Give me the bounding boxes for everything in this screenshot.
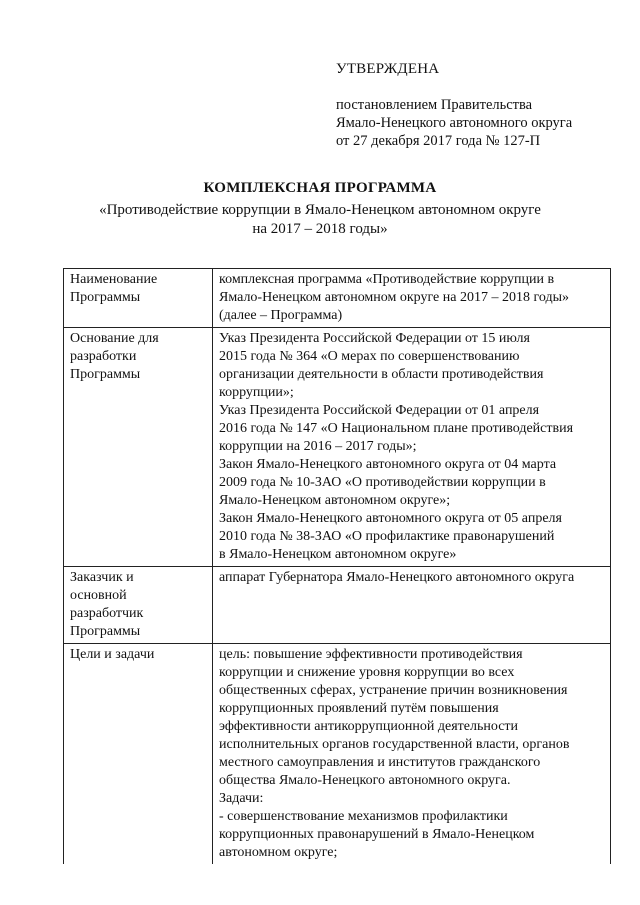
row-value bbox=[213, 269, 611, 328]
label-line: Основание для bbox=[70, 331, 159, 346]
row-label bbox=[64, 328, 213, 567]
label-line: Заказчик и bbox=[70, 570, 134, 585]
row-label bbox=[64, 269, 213, 328]
value-line: коррупции и снижение уровня коррупции во всех bbox=[219, 665, 515, 680]
value-line: комплексная программа «Противодействие коррупции в bbox=[219, 272, 555, 287]
label-line: разработчик bbox=[70, 606, 144, 621]
label-line: Наименование bbox=[70, 272, 158, 287]
row-value bbox=[213, 644, 611, 865]
value-line: 2010 года № 38-ЗАО «О профилактике правонарушений bbox=[219, 529, 555, 544]
value-line: 2009 года № 10-ЗАО «О противодействии коррупции в bbox=[219, 475, 546, 490]
value-line: коррупции на 2016 – 2017 годы»; bbox=[219, 439, 417, 454]
approval-block bbox=[336, 60, 626, 150]
table-row-basis bbox=[64, 328, 611, 567]
table-row-name bbox=[64, 269, 611, 328]
approval-stamp: УТВЕРЖДЕНА bbox=[336, 61, 440, 77]
value-line: цель: повышение эффективности противодействия bbox=[219, 647, 523, 662]
document-subtitle bbox=[80, 201, 560, 239]
value-line: эффективности антикоррупционной деятельности bbox=[219, 719, 519, 734]
value-line: коррупции»; bbox=[219, 385, 294, 400]
subtitle-line: «Противодействие коррупции в Ямало-Ненецком автономном округе bbox=[99, 202, 541, 218]
value-line: исполнительных органов государственной власти, органов bbox=[219, 737, 570, 752]
label-line: Программы bbox=[70, 367, 141, 382]
document-title: КОМПЛЕКСНАЯ ПРОГРАММА bbox=[203, 180, 437, 196]
value-line: коррупционных проявлений путём повышения bbox=[219, 701, 499, 716]
value-line: автономном округе; bbox=[219, 845, 338, 860]
value-line: Указ Президента Российской Федерации от 15 июля bbox=[219, 331, 530, 346]
value-line: коррупционных правонарушений в Ямало-Ненецком bbox=[219, 827, 535, 842]
value-line: Задачи: bbox=[219, 791, 264, 806]
program-passport-table bbox=[63, 268, 611, 864]
approval-line: постановлением Правительства bbox=[336, 97, 533, 113]
table-row-goals bbox=[64, 644, 611, 865]
value-line: общества Ямало-Ненецкого автономного округа. bbox=[219, 773, 511, 788]
row-label bbox=[64, 567, 213, 644]
label-line: основной bbox=[70, 588, 127, 603]
label-line: Программы bbox=[70, 290, 141, 305]
approval-line: Ямало-Ненецкого автономного округа bbox=[336, 115, 573, 131]
value-line: Закон Ямало-Ненецкого автономного округа от 05 апреля bbox=[219, 511, 562, 526]
label-line: разработки bbox=[70, 349, 137, 364]
value-line: - совершенствование механизмов профилактики bbox=[219, 809, 508, 824]
approval-line: от 27 декабря 2017 года № 127-П bbox=[336, 133, 541, 149]
value-line: в Ямало-Ненецком автономном округе» bbox=[219, 547, 457, 562]
value-line: Закон Ямало-Ненецкого автономного округа от 04 марта bbox=[219, 457, 557, 472]
row-value bbox=[213, 328, 611, 567]
value-line: аппарат Губернатора Ямало-Ненецкого автономного округа bbox=[219, 570, 575, 585]
value-line: 2015 года № 364 «О мерах по совершенствованию bbox=[219, 349, 520, 364]
value-line: Ямало-Ненецком автономном округе на 2017 – 2018 годы» bbox=[219, 290, 569, 305]
value-line: Указ Президента Российской Федерации от 01 апреля bbox=[219, 403, 540, 418]
value-line: организации деятельности в области противодействия bbox=[219, 367, 544, 382]
value-line: Ямало-Ненецком автономном округе»; bbox=[219, 493, 451, 508]
value-line: местного самоуправления и институтов гражданского bbox=[219, 755, 541, 770]
value-line: общественных сферах, устранение причин возникновения bbox=[219, 683, 568, 698]
label-line: Программы bbox=[70, 624, 141, 639]
subtitle-line: на 2017 – 2018 годы» bbox=[252, 221, 388, 237]
row-label bbox=[64, 644, 213, 865]
table-row-customer bbox=[64, 567, 611, 644]
value-line: 2016 года № 147 «О Национальном плане противодействия bbox=[219, 421, 574, 436]
row-value bbox=[213, 567, 611, 644]
value-line: (далее – Программа) bbox=[219, 308, 343, 323]
label-line: Цели и задачи bbox=[70, 647, 155, 662]
